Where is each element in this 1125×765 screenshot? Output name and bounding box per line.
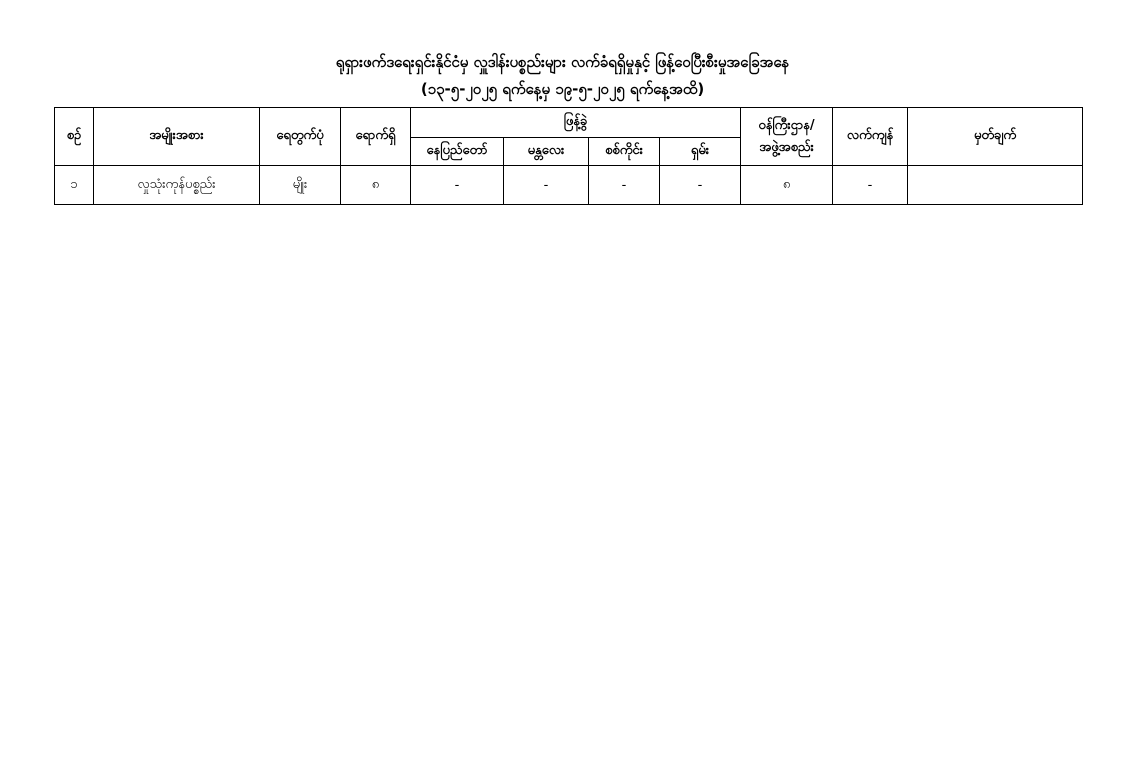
- header-received: ရောက်ရှိ: [341, 108, 411, 166]
- header-item-type: အမျိုးအစား: [94, 108, 260, 166]
- cell-mandalay: -: [504, 166, 589, 205]
- header-shan: ရှမ်း: [660, 138, 741, 166]
- header-sagaing: စစ်ကိုင်း: [589, 138, 660, 166]
- cell-ministries: ၈: [741, 166, 833, 205]
- cell-sagaing: -: [589, 166, 660, 205]
- header-balance: လက်ကျန်: [833, 108, 908, 166]
- cell-item-type: လှုသုံးကုန်ပစ္စည်း: [94, 166, 260, 205]
- table-row: [55, 166, 1083, 205]
- header-ministries-line-1: ဝန်ကြီးဌာန/: [758, 117, 815, 133]
- cell-received: ၈: [341, 166, 411, 205]
- header-distributed: ဖြန့်ခွဲ: [411, 108, 741, 138]
- document-date-range: (၁၃-၅-၂၀၂၅ ရက်နေ့မှ ၁၉-၅-၂၀၂၅ ရက်နေ့အထိ): [420, 80, 705, 98]
- header-naypyitaw: နေပြည်တော်: [411, 138, 504, 166]
- cell-serial: ၁: [55, 166, 94, 205]
- cell-unit: မျိုး: [260, 166, 341, 205]
- cell-balance: -: [833, 166, 908, 205]
- document-title: ရုရှားဖက်ဒရေးရှင်းနိုင်ငံမှ လှူဒါန်းပစ္စည်းများ လက်ခံရရှိမှုနှင့် ဖြန့်ဝေပြီးစီးမှုအခြေအနေ: [335, 53, 790, 71]
- cell-shan: -: [660, 166, 741, 205]
- distribution-table: [54, 107, 1083, 205]
- header-ministries-line-2: အဖွဲ့အစည်း: [759, 139, 814, 155]
- cell-remarks: [908, 166, 1083, 205]
- header-mandalay: မန္တလေး: [504, 138, 589, 166]
- header-ministries: [741, 108, 833, 166]
- header-remarks: မှတ်ချက်: [908, 108, 1083, 166]
- header-serial: စဉ်: [55, 108, 94, 166]
- cell-naypyitaw: -: [411, 166, 504, 205]
- header-unit: ရေတွက်ပုံ: [260, 108, 341, 166]
